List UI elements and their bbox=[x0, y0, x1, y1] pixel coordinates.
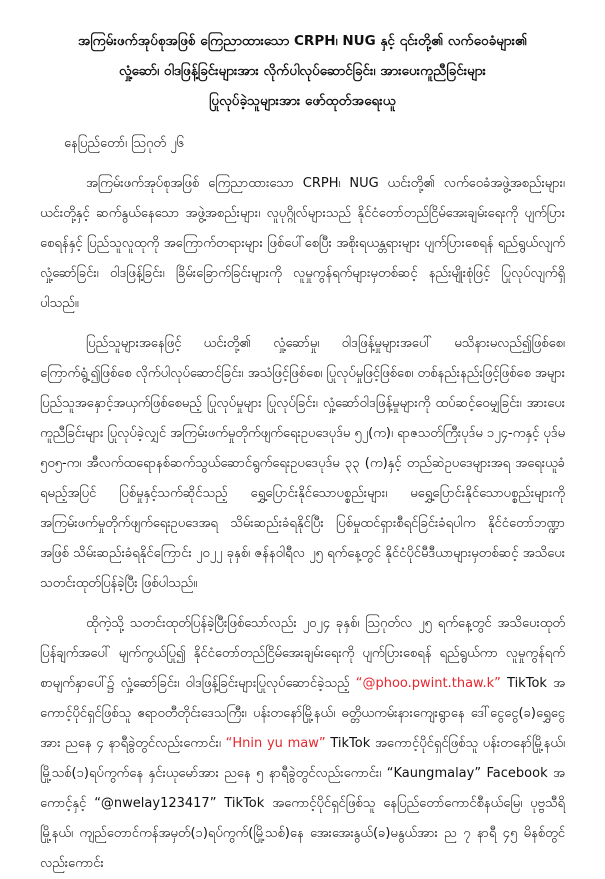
article-title bbox=[40, 26, 565, 116]
tiktok-handle-2: “Hnin yu maw” bbox=[225, 736, 326, 751]
paragraph-3-text-2: TikTok အကောင့်ပိုင်ရှင်ဖြစ်သူ ပန်းတနော်မြို့နယ်၊ မြို့သစ်(၁)ရပ်ကွက်နေ နှင်းယုမော်အား ညနေ ၅ နာရီခွဲတွင်လည်းကောင်း၊ “Kaungmalay” Facebook အကောင့်နှင့် “@nwelay123417” TikTok အကောင့်ပိုင်ရှင်ဖြစ်သူ နေပြည်တော်ကောင်စီနယ်မြေ၊ ပုဗ္ဗသီရိမြို့နယ်၊ ကျည်တောင်ကန်အမှတ်(၁)ရပ်ကွက်(မြို့သစ်)နေ အေးအေးနွယ်(ခ)မနွယ်အား ည ၇ နာရီ ၄၅ မိနစ်တွင်လည်းကောင်း bbox=[40, 736, 565, 871]
tiktok-handle-1: “@phoo.pwint.thaw.k” bbox=[355, 676, 501, 691]
dateline: နေပြည်တော်၊ ဩဂုတ် ၂၆ bbox=[64, 136, 184, 151]
paragraph-1: အကြမ်းဖက်အုပ်စုအဖြစ် ကြေညာထားသော CRPH၊ NUG ယင်းတို့၏ လက်ဝေခံအဖွဲ့အစည်းများ၊ ယင်းတို့နှင့် ဆက်နွယ်နေသော အဖွဲ့အစည်းများ၊ လူပုဂ္ဂိုလ်များသည် နိုင်ငံတော်တည်ငြိမ်အေးချမ်းရေးကို ပျက်ပြားစေရန်နှင့် ပြည်သူလူထုကို အကြောက်တရားများ ဖြစ်ပေါ်စေပြီး အစိုးရယန္တရားများ ပျက်ပြားစေရန် ရည်ရွယ်လျက် လှုံ့ဆော်ခြင်း၊ ဝါဒဖြန့်ခြင်း၊ ခြိမ်းခြောက်ခြင်းများကို လူမှုကွန်ရက်များမှတစ်ဆင့် နည်းမျိုးစုံဖြင့် ပြုလုပ်လျက်ရှိပါသည်။ bbox=[40, 176, 565, 311]
paragraph-3 bbox=[40, 609, 565, 879]
title-line-1: အကြမ်းဖက်အုပ်စုအဖြစ် ကြေညာထားသော CRPH၊ NUG နှင့် ၎င်းတို့၏ လက်ဝေခံများ၏ bbox=[77, 33, 528, 49]
paragraph-3-intro: ထိုကဲ့သို့ သတင်းထုတ်ပြန်ခဲ့ပြီးဖြစ်သော်လည်း ၂၀၂၄ ခုနှစ်၊ ဩဂုတ်လ ၂၅ ရက်နေ့တွင် အသိပေးထုတ်ပြန်ချက်အပေါ် မျက်ကွယ်ပြု၍ နိုင်ငံတော်တည်ငြိမ်အေးချမ်းရေးကို ပျက်ပြားစေရန် ရည်ရွယ်ကာ လူမှုကွန်ရက်စာမျက်နှာပေါ်၌ လှုံ့ဆော်ခြင်း၊ ဝါဒဖြန့်ခြင်းများပြုလုပ်ဆောင်ခဲ့သည့် bbox=[40, 616, 565, 691]
title-line-2: လှုံ့ဆော်၊ ဝါဒဖြန့်ခြင်းများအား လိုက်ပါလုပ်ဆောင်ခြင်း၊ အားပေးကူညီခြင်းများ bbox=[119, 63, 486, 79]
paragraph-3-text-1: TikTok အကောင့်ပိုင်ရှင်ဖြစ်သူ ဧရာဝတီတိုင်းဒေသကြီး၊ ပန်းတနော်မြို့နယ်၊ ဓတ္တိယကမ်းနားကျေးရွာနေ ဒေါ်ငွေငွေ(ခ)ရွှေငွေအား ညနေ ၄ နာရီခွဲတွင်လည်းကောင်း၊ bbox=[40, 676, 566, 751]
paragraph-2: ပြည်သူများအနေဖြင့် ယင်းတို့၏ လှုံ့ဆော်မှု၊ ဝါဒဖြန့်မှုများအပေါ် မသိနားမလည်၍ဖြစ်စေ၊ ကြောက်ရွံ့၍ဖြစ်စေ လိုက်ပါလုပ်ဆောင်ခြင်း၊ အသံဖြင့်ဖြစ်စေ၊ ပြုလုပ်မှုဖြင့်ဖြစ်စေ၊ တစ်နည်းနည်းဖြင့်ဖြစ်စေ အများပြည်သူအနှောင့်အယှက်ဖြစ်စေမည့် ပြုလုပ်မှုများ ပြုလုပ်ခြင်း၊ လှုံ့ဆော်ဝါဒဖြန့်မှုများကို ထပ်ဆင့်ဝေမျှခြင်း၊ အားပေးကူညီခြင်းများ ပြုလုပ်ခဲ့လျှင် အကြမ်းဖက်မှုတိုက်ဖျက်ရေးဥပဒေပုဒ်မ ၅၂(က)၊ ရာဇသတ်ကြီးပုဒ်မ ၁၂၄-ကနှင့် ပုဒ်မ ၅၀၅-က၊ အီလက်ထရောနစ်ဆက်သွယ်ဆောင်ရွက်ရေးဥပဒေပုဒ်မ ၃၃ (က)နှင့် တည်ဆဲဥပဒေများအရ အရေးယူခံရမည့်အပြင် ပြစ်မှုနှင့်သက်ဆိုင်သည့် ရွှေ့ပြောင်းနိုင်သောပစ္စည်းများ၊ မရွှေ့ပြောင်းနိုင်သောပစ္စည်းများကို အကြမ်းဖက်မှုတိုက်ဖျက်ရေးဥပဒေအရ သိမ်းဆည်းခံရနိုင်ပြီး ပြစ်မှုထင်ရှားစီရင်ခြင်းခံရပါက နိုင်ငံတော်ဘဏ္ဍာအဖြစ် သိမ်းဆည်းခံရနိုင်ကြောင်း ၂၀၂၂ ခုနှစ်၊ ဇန်နဝါရီလ ၂၅ ရက်နေ့တွင် နိုင်ငံပိုင်မီဒီယာများမှတစ်ဆင့် အသိပေးသတင်းထုတ်ပြန်ခဲ့ပြီး ဖြစ်ပါသည်။ bbox=[40, 336, 565, 591]
title-line-3: ပြုလုပ်ခဲ့သူများအား ဖော်ထုတ်အရေးယူ bbox=[209, 93, 396, 109]
